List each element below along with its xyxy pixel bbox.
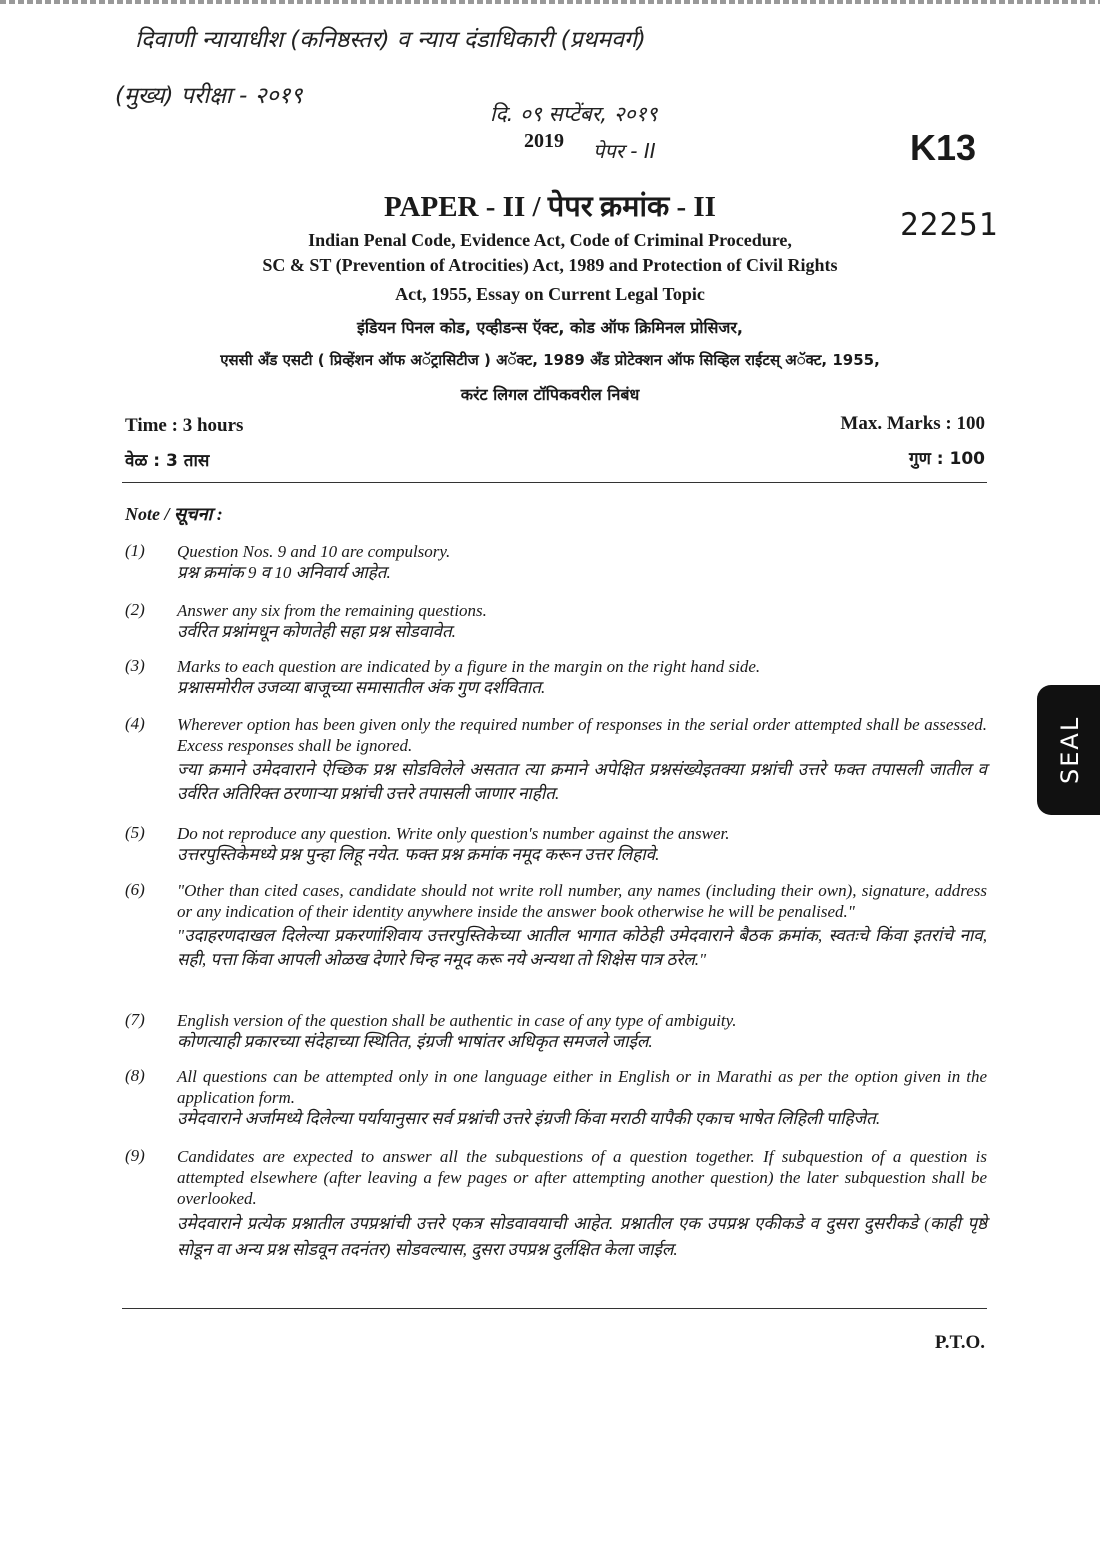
note-text-en: Do not reproduce any question. Write only question's number against the answer. (177, 824, 730, 843)
note-text-en: Question Nos. 9 and 10 are compulsory. (177, 542, 451, 561)
footer-divider (122, 1308, 987, 1309)
handwritten-paper-note: पेपर - II (593, 139, 656, 163)
note-text-mr: कोणत्याही प्रकारच्या संदेहाच्या स्थितित, इंग्रजी भाषांतर अधिकृत समजले जाईल. (177, 1032, 653, 1051)
note-number: (4) (125, 714, 145, 733)
note-text-en: English version of the question shall be authentic in case of any type of ambiguity. (177, 1011, 737, 1030)
note-text-mr: ज्या क्रमाने उमेदवाराने ऐच्छिक प्रश्न सोडविलेले असतात त्या क्रमाने अपेक्षित प्रश्नसंख्येइतक्या प्रश्नांची उत्तरे फक्त तपासली जातील व उर्वरित अतिरिक्त ठरणाऱ्या प्रश्नांची उत्तरे तपासली जाणार नाहीत. (177, 760, 987, 803)
note-text-en: Answer any six from the remaining questions. (177, 601, 487, 620)
note-text-mr: उर्वरित प्रश्नांमधून कोणतेही सहा प्रश्न सोडवावेत. (177, 622, 456, 641)
note-number: (7) (125, 1010, 145, 1029)
note-text-en: "Other than cited cases, candidate should not write roll number, any names (including their own), signature, address or any indication of their identity anywhere inside the answer book otherwise he will be penalised." (177, 881, 987, 921)
note-text-mr: प्रश्न क्रमांक 9 व 10 अनिवार्य आहेत. (177, 563, 391, 582)
handwritten-line-1: दिवाणी न्यायाधीश (कनिष्ठस्तर) व न्याय दंडाधिकारी (प्रथमवर्ग) (135, 27, 646, 53)
note-number: (8) (125, 1066, 145, 1085)
time-en: Time : 3 hours (125, 415, 244, 436)
paper-code: K13 (910, 127, 977, 168)
note-text-en: All questions can be attempted only in one language either in English or in Marathi as per the option given in the application form. (177, 1067, 987, 1107)
exam-year: 2019 (524, 130, 564, 152)
marks-en: Max. Marks : 100 (840, 413, 985, 434)
time-mr: वेळ : 3 तास (125, 451, 210, 471)
subject-en-line-2: SC & ST (Prevention of Atrocities) Act, 1989 and Protection of Civil Rights (262, 255, 838, 275)
note-number: (3) (125, 656, 145, 675)
note-number: (2) (125, 600, 145, 619)
subject-mr-line-1: इंडियन पिनल कोड, एव्हीडन्स ऍक्ट, कोड ऑफ क्रिमिनल प्रोसिजर, (357, 318, 743, 337)
pto-label: P.T.O. (934, 1332, 985, 1353)
note-text-mr: प्रश्नासमोरील उजव्या बाजूच्या समासातील अंक गुण दर्शवितात. (177, 678, 546, 697)
note-text-en: Wherever option has been given only the required number of responses in the serial order attempted shall be assessed. Excess responses shall be ignored. (177, 715, 987, 755)
seal-label: SEAL (1056, 715, 1084, 785)
note-number: (9) (125, 1146, 145, 1165)
header-divider (122, 482, 987, 483)
note-text-en: Marks to each question are indicated by a figure in the margin on the right hand side. (177, 657, 761, 676)
serial-number: 22251 (900, 207, 999, 243)
handwritten-line-2: (मुख्य) परीक्षा - २०१९ (115, 83, 303, 109)
note-number: (5) (125, 823, 145, 842)
paper-title: PAPER - II / पेपर क्रमांक - II (384, 191, 716, 223)
note-number: (1) (125, 541, 145, 560)
marks-mr: गुण : 100 (909, 449, 985, 469)
handwritten-date: दि. ०९ सप्टेंबर, २०१९ (490, 102, 658, 126)
note-text-mr: उमेदवाराने अर्जामध्ये दिलेल्या पर्यायानुसार सर्व प्रश्नांची उत्तरे इंग्रजी किंवा मराठी यापैकी एकाच भाषेत लिहिली पाहिजेत. (177, 1109, 881, 1128)
note-text-en: Candidates are expected to answer all the subquestions of a question together. If subquestion of a question is attempted elsewhere (after leaving a few pages or after attempting another question) the later subquestion shall be overlooked. (177, 1147, 987, 1208)
subject-mr-line-2: एससी अँड एसटी ( प्रिव्हेंशन ऑफ अॅट्रासिटीज ) अॅक्ट, 1989 अँड प्रोटेक्शन ऑफ सिव्हिल राईटस् अॅक्ट, 1955, (220, 351, 880, 369)
note-text-mr: उत्तरपुस्तिकेमध्ये प्रश्न पुन्हा लिहू नयेत. फक्त प्रश्न क्रमांक नमूद करून उत्तर लिहावे. (177, 845, 660, 864)
note-heading: Note / सूचना : (125, 504, 223, 524)
note-number: (6) (125, 880, 145, 899)
note-text-mr: उमेदवाराने प्रत्येक प्रश्नातील उपप्रश्नांची उत्तरे एकत्र सोडवावयाची आहेत. प्रश्नातील एक उपप्रश्न एकीकडे व दुसरा दुसरीकडे (काही पृष्ठे सोडून वा अन्य प्रश्न सोडवून तदनंतर) सोडवल्यास, दुसरा उपप्रश्न दुर्लक्षित केला जाईल. (177, 1214, 987, 1259)
note-text-mr: "उदाहरणदाखल दिलेल्या प्रकरणांशिवाय उत्तरपुस्तिकेच्या आतील भागात कोठेही उमेदवाराने बैठक क्रमांक, स्वतःचे किंवा इतरांचे नाव, सही, पत्ता किंवा आपली ओळख देणारे चिन्ह नमूद करू नये अन्यथा तो शिक्षेस पात्र ठरेल." (177, 926, 987, 969)
scan-top-edge (0, 0, 1100, 4)
subject-mr-line-3: करंट लिगल टॉपिकवरील निबंध (460, 385, 640, 404)
subject-en-line-1: Indian Penal Code, Evidence Act, Code of Criminal Procedure, (308, 230, 792, 250)
subject-en-line-3: Act, 1955, Essay on Current Legal Topic (395, 284, 705, 304)
